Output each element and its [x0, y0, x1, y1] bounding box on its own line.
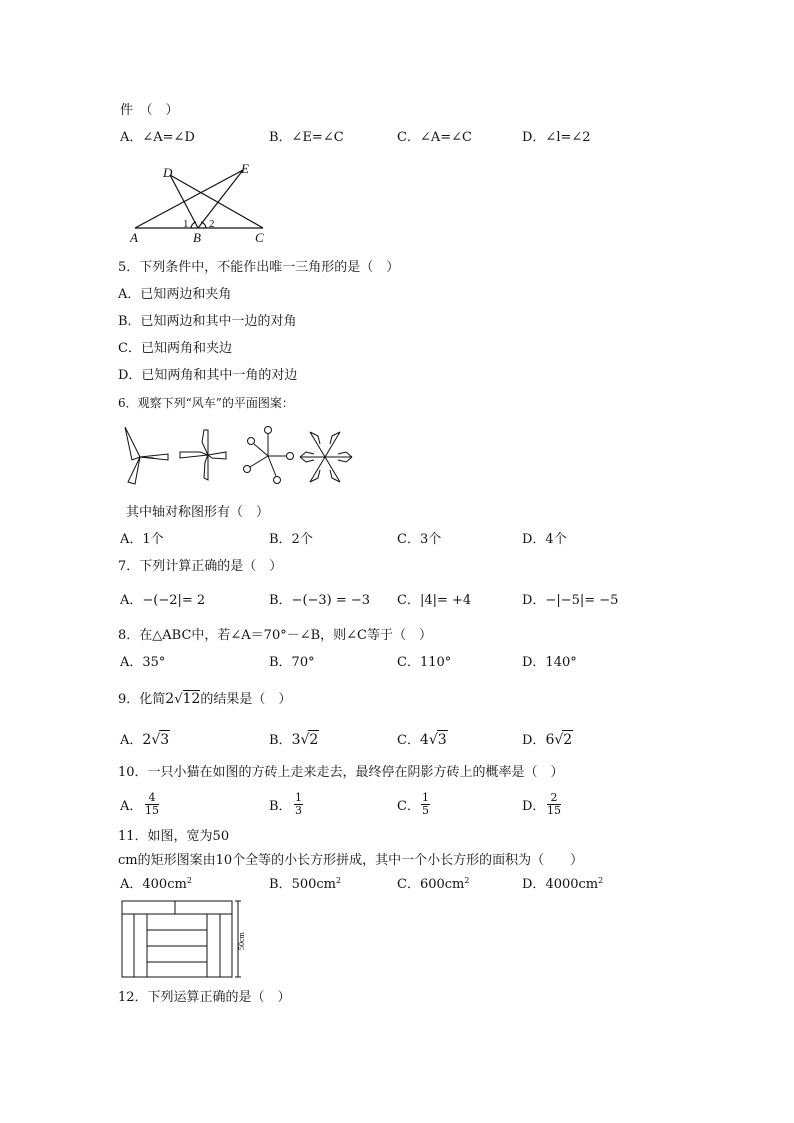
q9-stem-before: 9．化简 [118, 692, 166, 707]
label-c: C [255, 230, 264, 245]
q9-stem-radicand: 12 [182, 691, 201, 707]
q4-option-b[interactable]: B．∠E=∠C [269, 130, 344, 145]
q7-option-b[interactable]: B．−(−3) = −3 [269, 593, 371, 608]
label-d: D [163, 165, 173, 180]
q11-option-c[interactable]: C．$600cm^2$ [397, 876, 470, 892]
label-b: B [193, 230, 201, 245]
q8-option-c[interactable]: C．110° [397, 655, 452, 670]
q9-option-a[interactable]: A．2√3 [120, 732, 170, 748]
q6-option-d[interactable]: D．4个 [522, 532, 567, 547]
windmill-2 [180, 430, 226, 480]
q9-option-c[interactable]: C．4√3 [397, 732, 447, 748]
q7-option-c[interactable]: C．|4|= +4 [397, 593, 472, 608]
q5-stem: 5．下列条件中，不能作出唯一三角形的是（ ） [118, 260, 400, 275]
q6-option-c[interactable]: C．3个 [397, 532, 442, 547]
q8-stem: 8．在△ABC中，若∠A＝70°－∠B，则∠C等于（ ） [118, 628, 433, 643]
q10-option-b[interactable]: B． [269, 799, 292, 814]
q11-option-d[interactable]: D．$4000cm^2$ [522, 876, 604, 892]
q11-option-a[interactable]: A．$400cm^2$ [120, 876, 192, 892]
label-angle-2: 2 [209, 218, 215, 230]
q10-option-a-fraction: $\frac{4}{15}$ [145, 791, 159, 817]
q7-option-a[interactable]: A．−(−2|= 2 [120, 593, 206, 608]
q9-option-d[interactable]: D．6√2 [522, 732, 573, 748]
q10-option-a[interactable]: A． [120, 799, 143, 814]
label-angle-1: 1 [183, 218, 189, 230]
q4-option-d[interactable]: D．∠l=∠2 [522, 130, 591, 145]
segment-eb [198, 170, 243, 228]
q8-option-a[interactable]: A．35° [120, 655, 166, 670]
q8-option-d[interactable]: D．140° [522, 655, 577, 670]
q5-option-b[interactable]: B．已知两边和其中一边的对角 [118, 314, 297, 329]
q12-stem: 12．下列运算正确的是（ ） [118, 990, 291, 1005]
q6-stem: 6．观察下列“风车”的平面图案： [118, 396, 294, 410]
q11-option-b[interactable]: B．$500cm^2$ [269, 876, 342, 892]
q9-stem-after: 的结果是（ ） [200, 692, 292, 707]
label-e: E [241, 161, 249, 176]
windmill-1 [125, 427, 168, 484]
q4-option-a[interactable]: A．∠A=∠D [120, 130, 195, 145]
q6-sub-stem: 其中轴对称图形有（ ） [126, 505, 270, 520]
q8-option-b[interactable]: B．70° [269, 655, 315, 670]
windmill-3 [244, 427, 294, 484]
q5-option-a[interactable]: A．已知两边和夹角 [118, 287, 232, 302]
q10-option-b-fraction: $\frac{1}{3}$ [295, 791, 302, 817]
q10-option-d-fraction: $\frac{2}{15}$ [547, 791, 561, 817]
q11-stem-line1: 11．如图，宽为50 [118, 829, 230, 844]
q4-stem-tail: 件 （ ） [120, 103, 179, 118]
q6-option-b[interactable]: B．2个 [269, 532, 313, 547]
label-a: A [130, 230, 138, 245]
q5-option-d[interactable]: D．已知两角和其中一角的对边 [118, 368, 298, 383]
q10-option-c[interactable]: C． [397, 799, 420, 814]
q4-triangle-figure [125, 160, 285, 250]
angle-2-arc [201, 222, 206, 228]
q9-option-b[interactable]: B．3√2 [269, 732, 319, 748]
q6-windmill-figures [120, 422, 360, 492]
q9-stem: 9．化简2√12的结果是（ ） [118, 691, 292, 707]
q7-option-d[interactable]: D．−|−5|= −5 [522, 593, 619, 608]
q11-rectangle-figure [120, 898, 250, 988]
windmill-4 [300, 432, 352, 482]
q9-stem-coef: 2 [165, 691, 175, 707]
q5-option-c[interactable]: C．已知两角和夹边 [118, 341, 232, 356]
q4-option-c[interactable]: C．∠A=∠C [397, 130, 472, 145]
q10-stem: 10．一只小猫在如图的方砖上走来走去，最终停在阴影方砖上的概率是（ ） [118, 765, 564, 780]
q10-option-c-fraction: $\frac{1}{5}$ [422, 791, 429, 817]
segment-ae [135, 170, 243, 228]
q6-option-a[interactable]: A．1个 [120, 532, 164, 547]
q10-option-d[interactable]: D． [522, 799, 546, 814]
angle-1-arc [191, 222, 196, 228]
q11-stem-line2: cm的矩形图案由10个全等的小长方形拼成，其中一个小长方形的面积为（ ） [118, 853, 584, 868]
q7-stem: 7．下列计算正确的是（ ） [118, 559, 283, 574]
q11-width-label: 50cm [237, 932, 246, 950]
